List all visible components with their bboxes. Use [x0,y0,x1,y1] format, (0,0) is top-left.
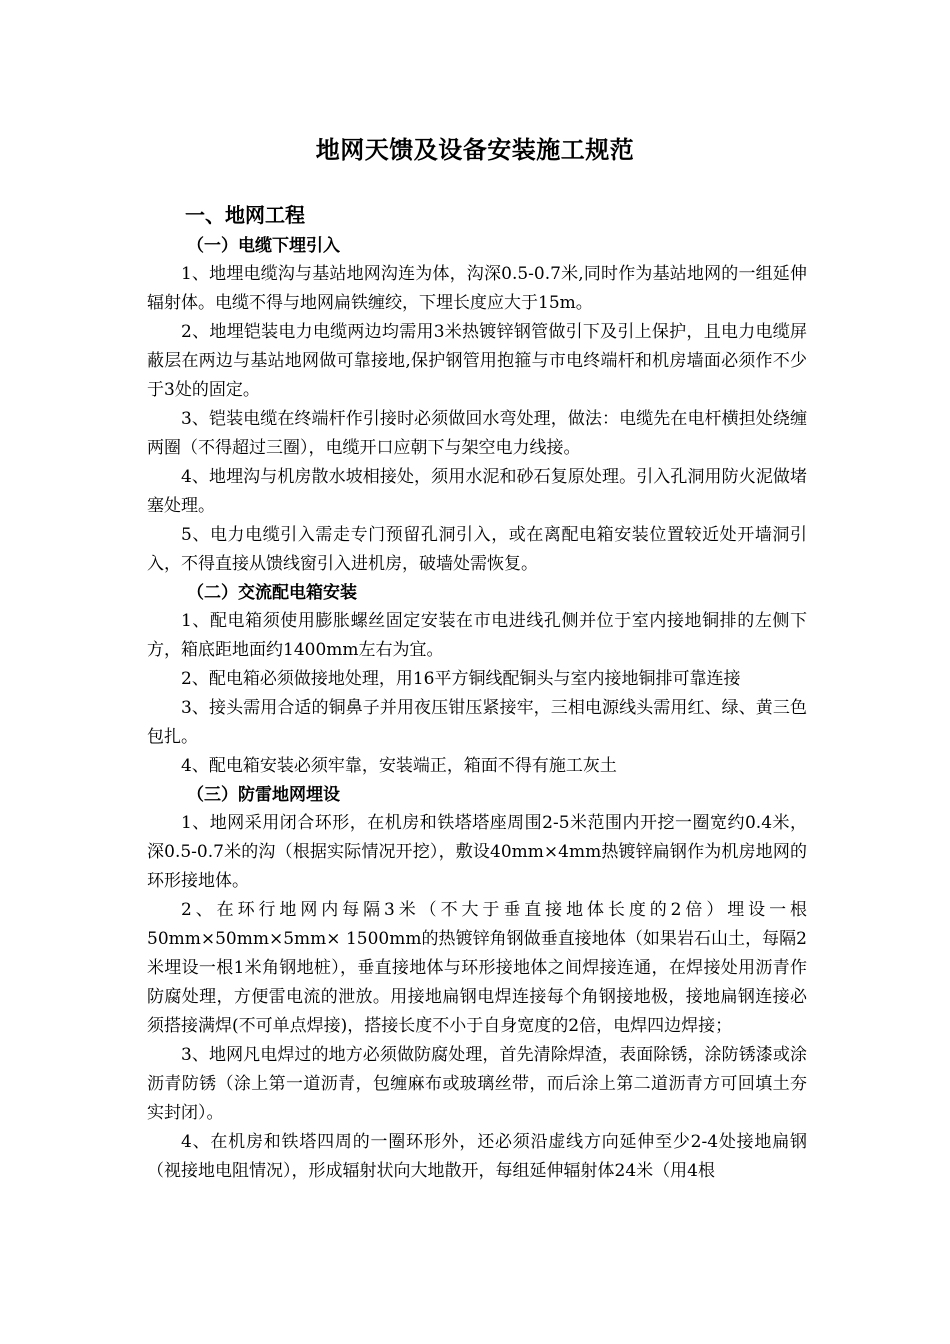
paragraph: 4、地埋沟与机房散水坡相接处，须用水泥和砂石复原处理。引入孔洞用防火泥做堵塞处理。 [147,467,807,516]
document-title: 地网天馈及设备安装施工规范 [315,135,635,164]
paragraph: 1、地埋电缆沟与基站地网沟连为体，沟深0.5-0.7米,同时作为基站地网的一组延伸辐射体。电缆不得与地网扁铁缠绞，下埋长度应大于15m。 [147,264,807,313]
section-heading: （二）交流配电箱安装 [187,583,357,603]
section-lightning-ground [147,781,807,1186]
paragraph: 2、地埋铠装电力电缆两边均需用3米热镀锌钢管做引下及引上保护，且电力电缆屏蔽层在两边与基站地网做可靠接地,保护钢管用抱箍与市电终端杆和机房墙面必须作不少于3处的固定。 [147,322,807,400]
heading-ground-network: 一、地网工程 [185,203,305,227]
section-heading: （三）防雷地网埋设 [187,785,340,805]
paragraph: 1、地网采用闭合环形，在机房和铁塔塔座周围2-5米范围内开挖一圈宽约0.4米，深0.5-0.7米的沟（根据实际情况开挖），敷设40mm×4mm热镀锌扁钢作为机房地网的环形接地体。 [147,813,807,891]
section-heading: （一）电缆下埋引入 [187,236,340,256]
paragraph: 2、在环行地网内每隔3米（不大于垂直接地体长度的2倍）埋设一根50mm×50mm×5mm× 1500mm的热镀锌角钢做垂直接地体（如果岩石山土，每隔2米埋设一根1米角钢地桩），垂直接地体与环形接地体之间焊接连通，在焊接处用沥青作防腐处理，方便雷电流的泄放。用接地扁钢电焊连接每个角钢接地极，接地扁钢连接必须搭接满焊(不可单点焊接)，搭接长度不小于自身宽度的2倍，电焊四边焊接； [147,900,807,1036]
section-ac-distribution-box [147,579,807,781]
paragraph: 3、接头需用合适的铜鼻子并用夜压钳压紧接牢，三相电源线头需用红、绿、黄三色包扎。 [147,698,807,747]
paragraph: 4、配电箱安装必须牢靠，安装端正，箱面不得有施工灰土 [181,756,617,776]
paragraph: 3、铠装电缆在终端杆作引接时必须做回水弯处理，做法：电缆先在电杆横担处绕缠两圈（不得超过三圈），电缆开口应朝下与架空电力线接。 [147,409,807,458]
paragraph: 5、电力电缆引入需走专门预留孔洞引入，或在离配电箱安装位置较近处开墙洞引入，不得直接从馈线窗引入进机房，破墙处需恢复。 [147,525,807,574]
document-body [147,198,807,1186]
paragraph: 3、地网凡电焊过的地方必须做防腐处理，首先清除焊渣，表面除锈，涂防锈漆或涂沥青防锈（涂上第一道沥青，包缠麻布或玻璃丝带，而后涂上第二道沥青方可回填土夯实封闭）。 [147,1045,807,1123]
paragraph: 4、在机房和铁塔四周的一圈环形外，还必须沿虚线方向延伸至少2-4处接地扁钢（视接地电阻情况），形成辐射状向大地散开，每组延伸辐射体24米（用4根 [147,1132,807,1181]
paragraph: 1、配电箱须使用膨胀螺丝固定安装在市电进线孔侧并位于室内接地铜排的左侧下方，箱底距地面约1400mm左右为宜。 [147,611,807,660]
paragraph: 2、配电箱必须做接地处理，用16平方铜线配铜头与室内接地铜排可靠连接 [181,669,741,689]
section-cable-burial [147,232,807,579]
